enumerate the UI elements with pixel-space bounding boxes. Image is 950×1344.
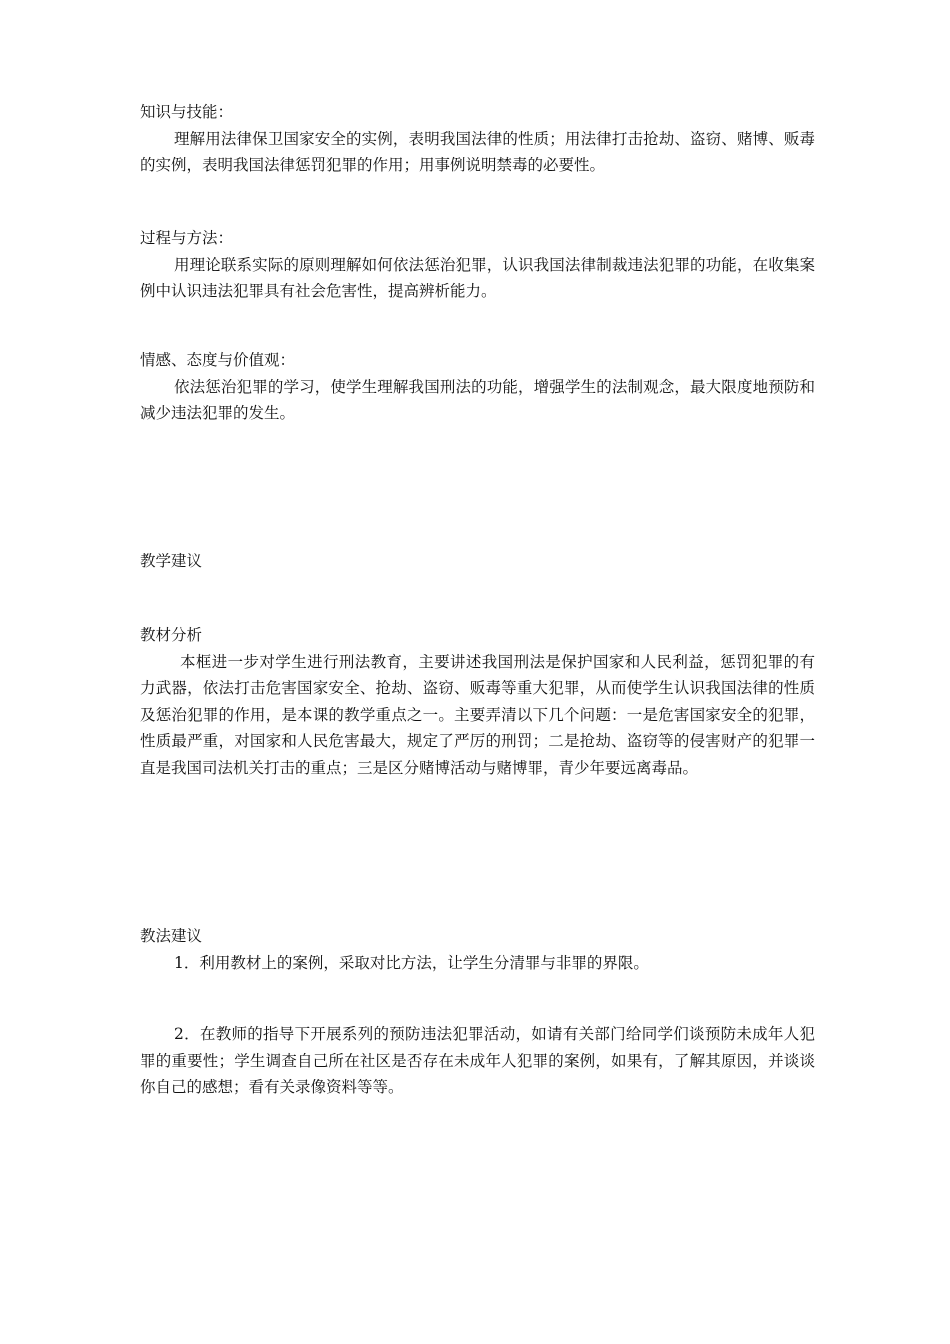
section-body: 用理论联系实际的原则理解如何依法惩治犯罪，认识我国法律制裁违法犯罪的功能，在收集案例中认识违法犯罪具有社会危害性，提高辨析能力。 [140, 255, 815, 300]
method-advice-item-2-block [140, 1021, 815, 1101]
section-process-method [140, 225, 815, 305]
material-analysis-block [140, 622, 815, 781]
material-analysis-heading: 教材分析 [140, 626, 203, 644]
section-knowledge-skills [140, 99, 815, 179]
section-attitude-values [140, 347, 815, 427]
section-body: 理解用法律保卫国家安全的实例，表明我国法律的性质；用法律打击抢劫、盗窃、赌博、贩毒的实例，表明我国法律惩罚犯罪的作用；用事例说明禁毒的必要性。 [140, 129, 815, 174]
section-heading: 知识与技能： [140, 103, 234, 121]
section-heading: 过程与方法： [140, 229, 234, 247]
teaching-advice-title: 教学建议 [140, 552, 203, 570]
section-body: 依法惩治犯罪的学习，使学生理解我国刑法的功能，增强学生的法制观念，最大限度地预防和减少违法犯罪的发生。 [140, 377, 815, 422]
method-advice-item-2: 2．在教师的指导下开展系列的预防违法犯罪活动，如请有关部门给同学们谈预防未成年人犯罪的重要性；学生调查自己所在社区是否存在未成年人犯罪的案例，如果有，了解其原因，并谈谈你自己的感想；看有关录像资料等等。 [140, 1025, 815, 1096]
material-analysis-body: 本框进一步对学生进行刑法教育，主要讲述我国刑法是保护国家和人民利益，惩罚犯罪的有力武器，依法打击危害国家安全、抢劫、盗窃、贩毒等重大犯罪，从而使学生认识我国法律的性质及惩治犯罪的作用，是本课的教学重点之一。主要弄清以下几个问题：一是危害国家安全的犯罪，性质最严重，对国家和人民危害最大，规定了严厉的刑罚；二是抢劫、盗窃等的侵害财产的犯罪一直是我国司法机关打击的重点；三是区分赌博活动与赌博罪，青少年要远离毒品。 [140, 652, 815, 777]
method-advice-heading: 教法建议 [140, 927, 203, 945]
teaching-advice-block [140, 548, 815, 575]
method-advice-block [140, 923, 815, 976]
section-heading: 情感、态度与价值观： [140, 351, 296, 369]
method-advice-item-1: 1．利用教材上的案例，采取对比方法，让学生分清罪与非罪的界限。 [174, 953, 649, 972]
